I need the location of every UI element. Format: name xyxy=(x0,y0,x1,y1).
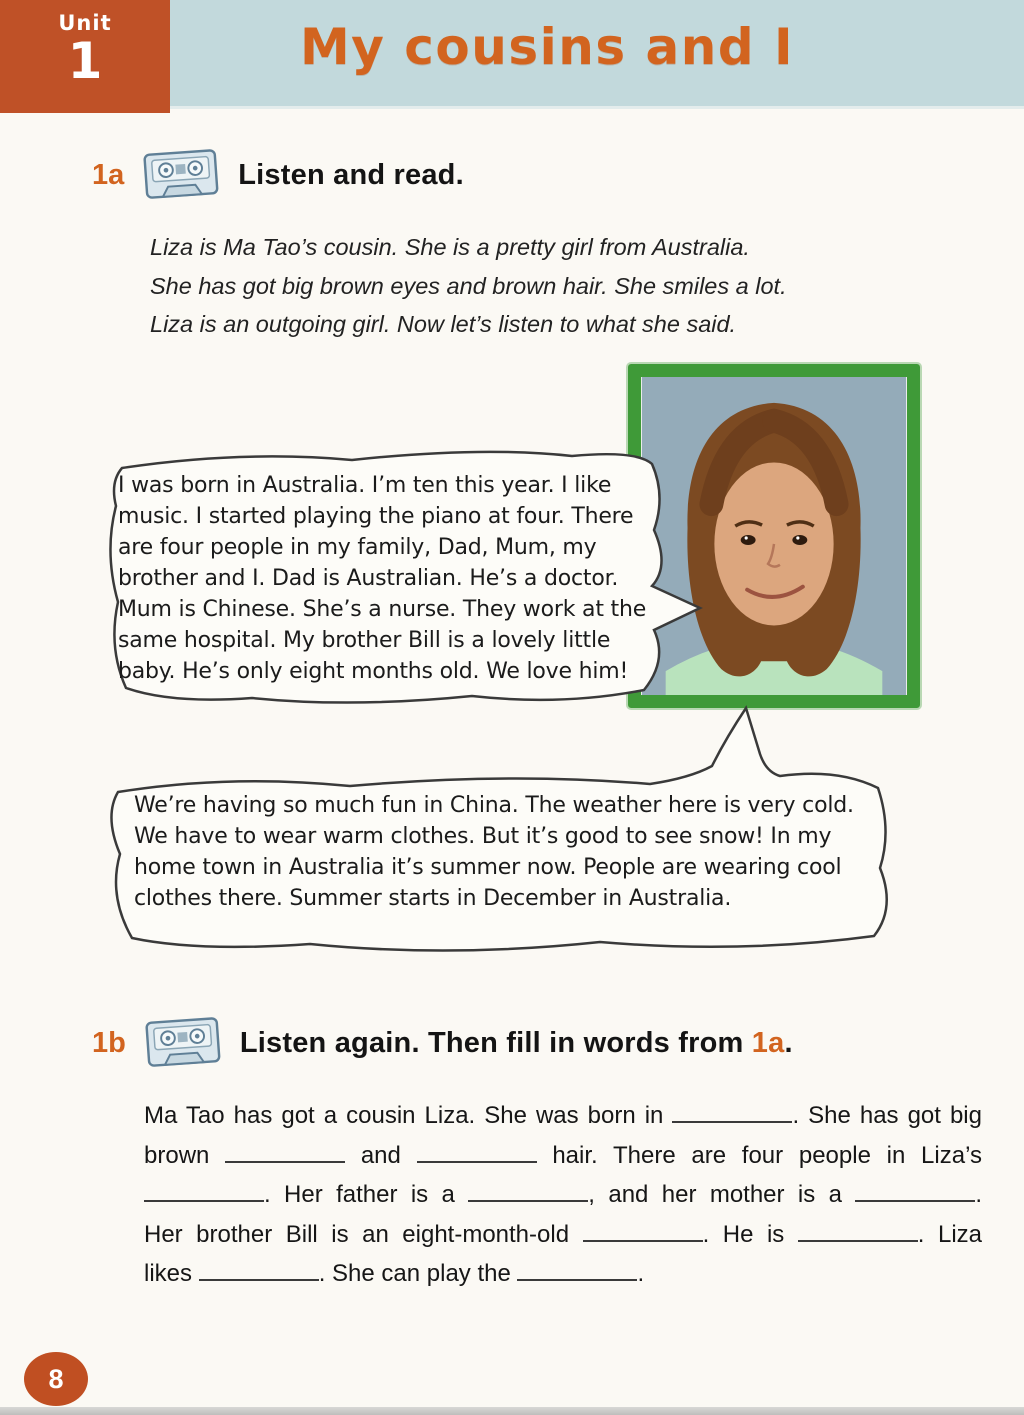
text-line: music. I started playing the piano at four. There xyxy=(118,504,634,529)
fill-blank[interactable] xyxy=(672,1102,792,1123)
cassette-icon xyxy=(140,1011,226,1075)
fill-blank[interactable] xyxy=(517,1260,637,1281)
liza-quote-2 xyxy=(134,790,854,914)
page-number-badge xyxy=(24,1352,88,1406)
section-1b-label: 1b xyxy=(92,1026,126,1059)
section-1a-label: 1a xyxy=(92,158,125,191)
text-line: . Her father is a , and her mother is a . xyxy=(144,1175,982,1215)
text-line: Mum is Chinese. She’s a nurse. They work at the xyxy=(118,597,647,622)
cassette-icon xyxy=(138,143,224,207)
page-number: 8 xyxy=(48,1363,64,1394)
heading-highlight: 1a xyxy=(751,1026,785,1059)
speech-bubble-1 xyxy=(92,434,714,720)
fill-blank[interactable] xyxy=(468,1181,588,1202)
text-line: We’re having so much fun in China. The weather here is very cold. xyxy=(134,793,854,818)
text-line: I was born in Australia. I’m ten this year. I like xyxy=(118,473,612,498)
text-line: are four people in my family, Dad, Mum, my xyxy=(118,535,597,560)
text-line: Ma Tao has got a cousin Liza. She was born in . She has got big xyxy=(144,1102,982,1129)
unit-box xyxy=(0,0,170,113)
fill-blank[interactable] xyxy=(855,1181,975,1202)
heading-suffix: . xyxy=(784,1026,793,1059)
section-1b-header xyxy=(92,1014,793,1072)
speech-bubble-2 xyxy=(90,698,912,956)
section-1b-heading xyxy=(240,1027,793,1060)
section-1a-heading: Listen and read. xyxy=(238,158,464,191)
liza-quote-1 xyxy=(118,470,646,687)
text-line: Liza is Ma Tao’s cousin. She is a pretty girl from Australia. xyxy=(150,234,750,260)
heading-prefix: Listen again. Then fill in words from xyxy=(239,1026,752,1059)
text-line: home town in Australia it’s summer now. People are wearing cool xyxy=(134,855,842,880)
text-line: We have to wear warm clothes. But it’s good to see snow! In my xyxy=(134,824,832,849)
fill-blank[interactable] xyxy=(144,1181,264,1202)
text-line: She has got big brown eyes and brown hair. She smiles a lot. xyxy=(150,272,787,299)
text-line: Her brother Bill is an eight-month-old . He is . Liza xyxy=(144,1220,983,1248)
text-line: brown and hair. There are four people in Liza’s xyxy=(144,1141,982,1169)
page-title: My cousins and I xyxy=(300,18,795,76)
text-line: brother and I. Dad is Australian. He’s a doctor. xyxy=(118,566,619,591)
title-banner xyxy=(168,0,1024,109)
intro-text xyxy=(150,228,830,344)
page-bottom-edge xyxy=(0,1407,1024,1415)
section-1a-header xyxy=(92,146,464,204)
text-line: baby. He’s only eight months old. We love him! xyxy=(118,659,629,684)
fill-blank[interactable] xyxy=(417,1142,537,1163)
text-line: clothes there. Summer starts in December in Australia. xyxy=(134,886,732,911)
text-line: same hospital. My brother Bill is a lovely little xyxy=(118,628,611,653)
unit-number: 1 xyxy=(67,32,103,90)
unit-label: Unit xyxy=(58,11,112,35)
fill-blank[interactable] xyxy=(199,1260,319,1281)
fill-blank[interactable] xyxy=(583,1221,703,1242)
fill-in-exercise xyxy=(144,1096,982,1294)
left-eye xyxy=(741,535,756,545)
text-line: Liza is an outgoing girl. Now let’s listen to what she said. xyxy=(150,311,737,337)
fill-blank[interactable] xyxy=(225,1142,345,1163)
text-line: likes . She can play the . xyxy=(144,1260,645,1287)
fill-blank[interactable] xyxy=(798,1221,918,1242)
right-eye xyxy=(792,535,807,545)
